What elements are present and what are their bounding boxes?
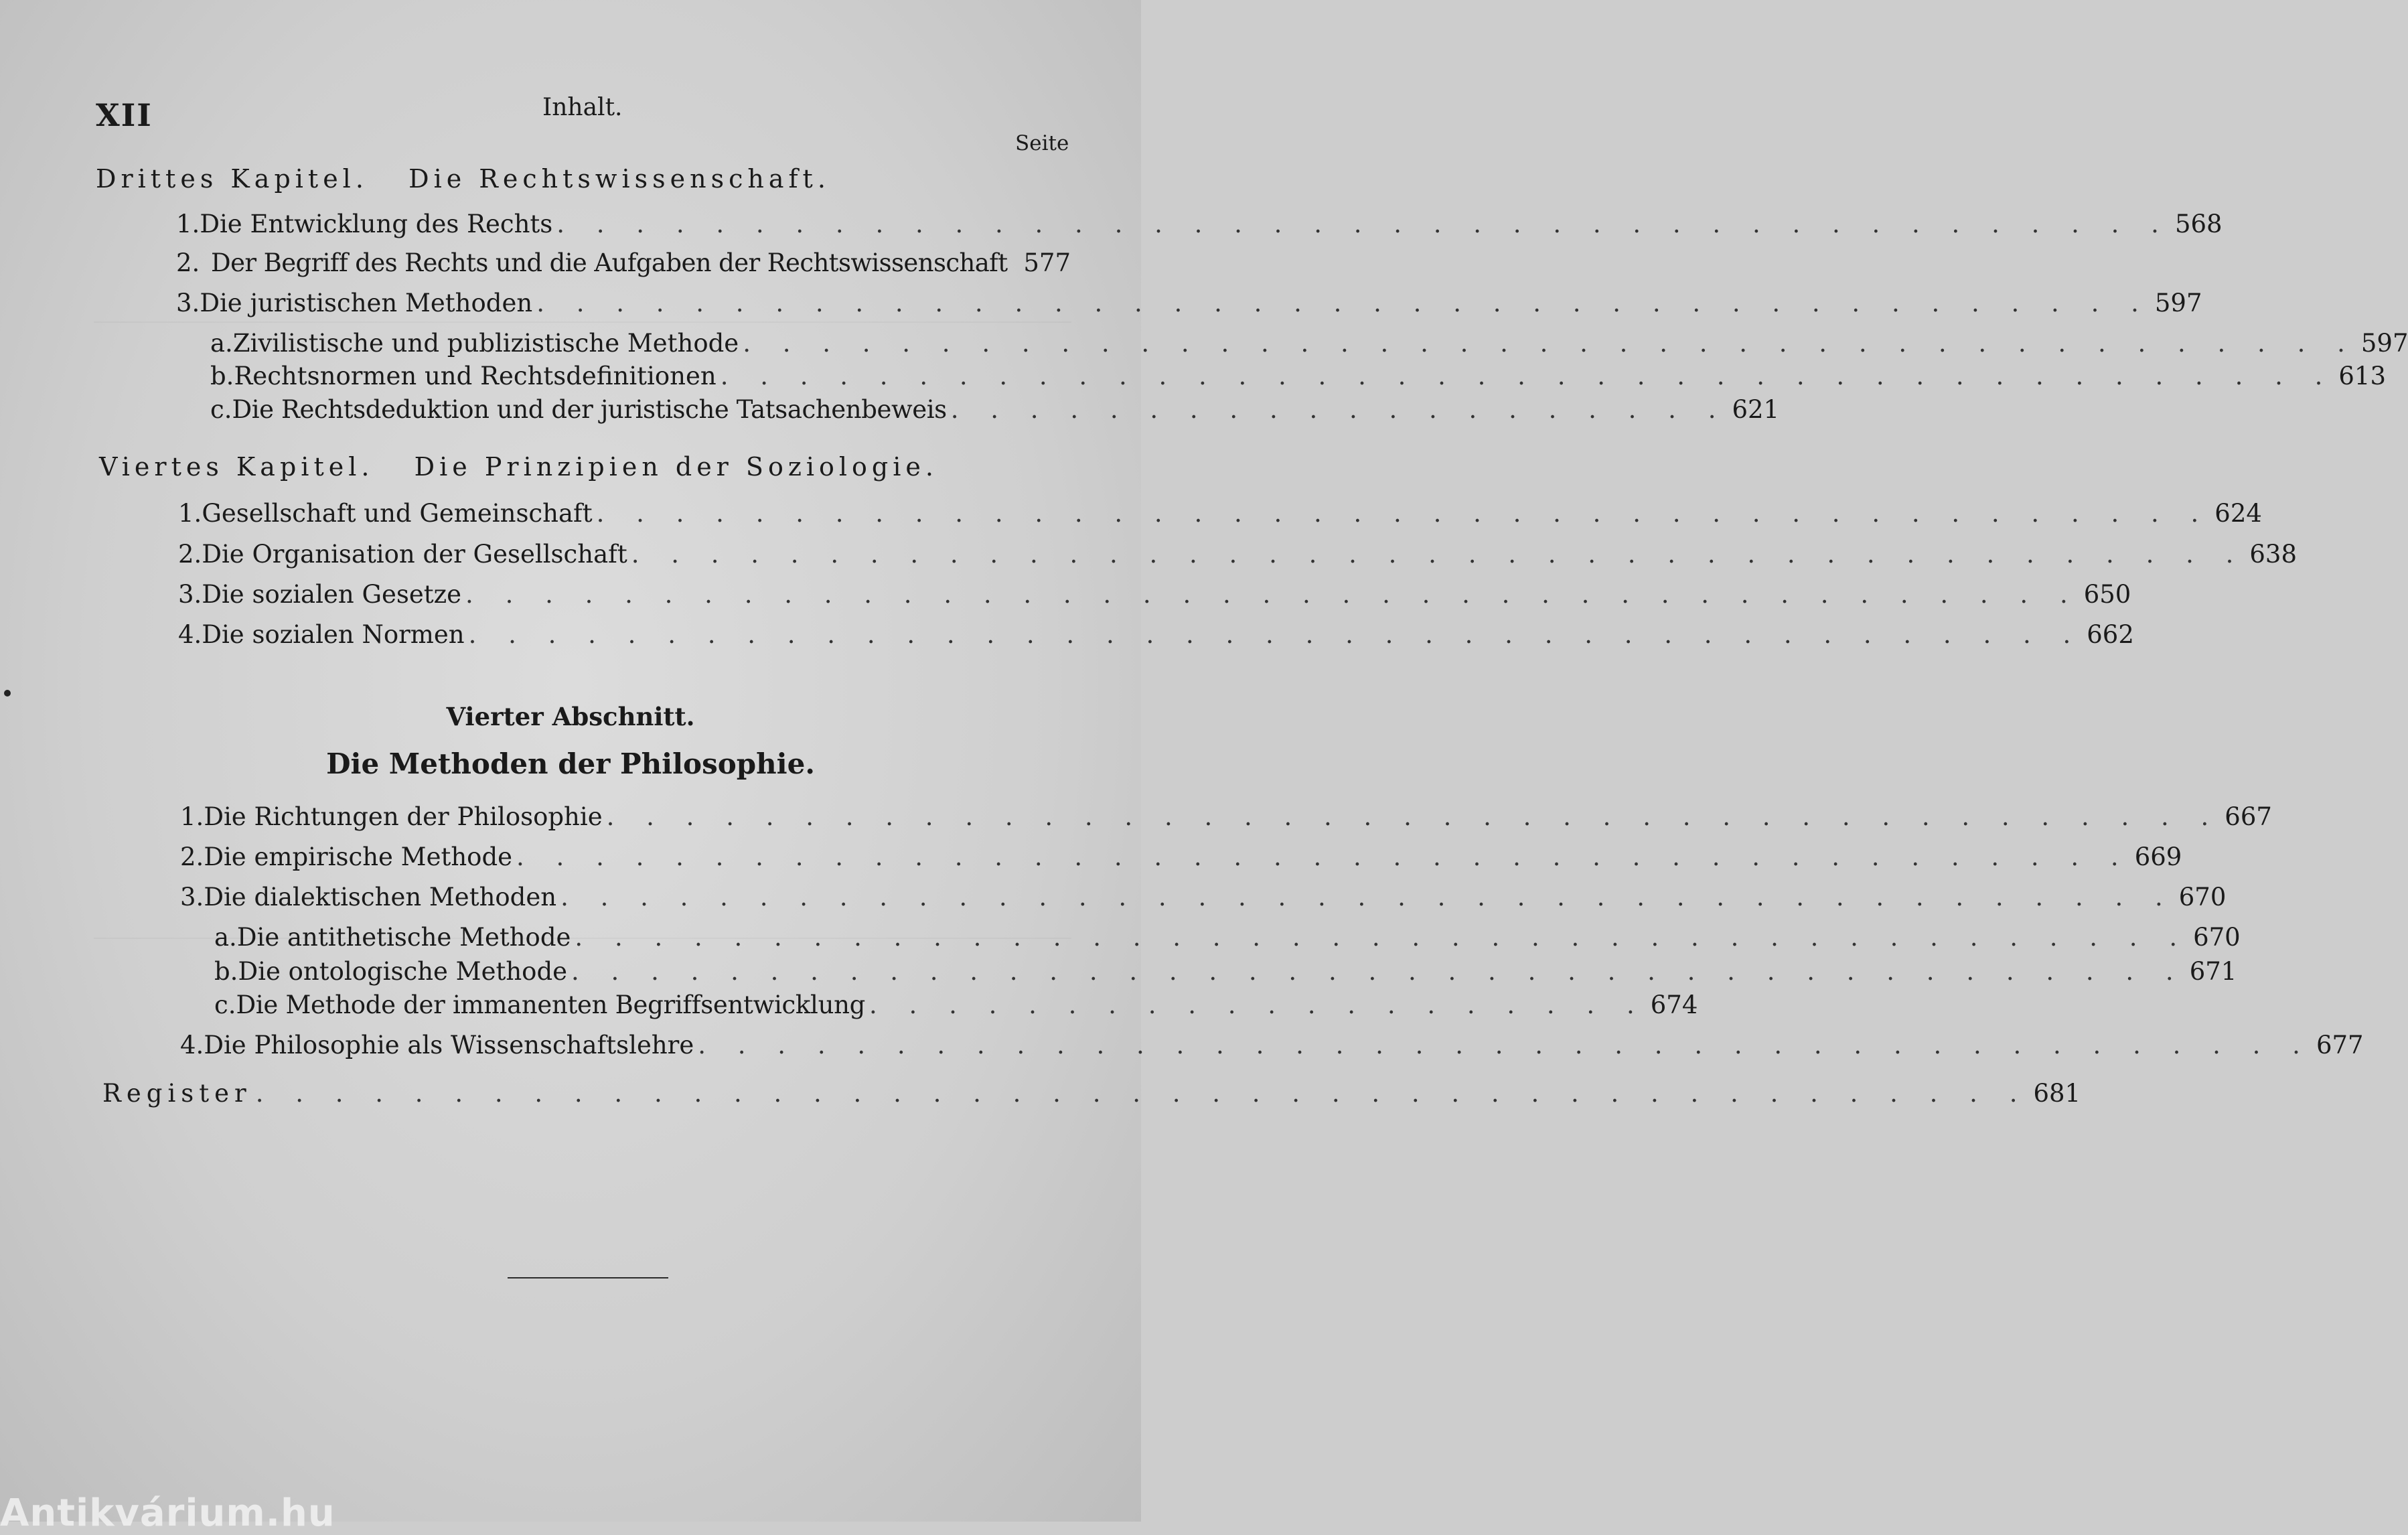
entry-title: Die Rechtsdeduktion und der juristische Tatsachenbeweis	[232, 395, 947, 424]
leader-dots: . . . . . . . . . . . . . . . . . . . . . . . . . . . . . . . . . . . . . . . . .	[468, 620, 2083, 649]
register-entry[interactable]	[102, 1079, 2081, 1108]
toc-entry[interactable]	[180, 843, 2182, 871]
toc-subentry[interactable]	[210, 395, 1780, 424]
entry-title: Die Philosophie als Wissenschaftslehre	[204, 1031, 694, 1059]
chapter-heading	[96, 164, 830, 194]
entry-number: 2.	[180, 843, 204, 871]
toc-entry[interactable]	[178, 580, 2131, 609]
entry-title: Zivilistische und publizistische Methode	[232, 329, 739, 358]
leader-dots: . . . . . . . . . . . . . . . . . . . . . . . . . . . . . . . . . . . . . . . . .	[556, 210, 2171, 238]
watermark: Antikvárium.hu	[0, 1491, 335, 1535]
entry-page: 597	[2154, 289, 2202, 317]
leader-dots: . . . . . . . . . . . . . . . . . . . . . . . . . . . . . . . . . . . . . . . . .	[606, 802, 2221, 831]
closing-rule	[508, 1277, 668, 1278]
entry-page: 677	[2316, 1031, 2364, 1059]
page-folio: XII	[96, 97, 153, 133]
leader-dots: . . . . . . . . . . . . . . . . . . . . . . . . . . . . . . . . . . . . . . . . .	[516, 843, 2131, 871]
entry-page: 681	[2033, 1079, 2081, 1108]
entry-page: 613	[2338, 362, 2387, 390]
leader-dots: . . . . . . . . . . . . . . . . . . . . . . . . . . . . . . . . . . . . . . . . .	[720, 362, 2335, 390]
entry-title: Die Richtungen der Philosophie	[204, 802, 603, 831]
running-title: Inhalt.	[542, 94, 623, 121]
entry-page: 662	[2087, 620, 2134, 649]
entry-number: 2.	[176, 248, 200, 277]
toc-entry[interactable]	[178, 540, 2298, 569]
ink-speck	[4, 690, 11, 697]
toc-subentry[interactable]	[214, 957, 2237, 986]
leader-dots: . . . . . . . . . . . . . . . . . . . . . . . . . . . . . . . . . . . . . . . . .	[560, 883, 2175, 911]
entry-title: Die sozialen Gesetze	[202, 580, 462, 609]
toc-subentry[interactable]	[214, 923, 2241, 952]
entry-page: 670	[2178, 883, 2227, 911]
toc-entry[interactable]	[178, 620, 2134, 649]
entry-title: Der Begriff des Rechts und die Aufgaben der Rechtswissenschaft	[211, 248, 1008, 277]
entry-number: 4.	[180, 1031, 204, 1059]
toc-entry[interactable]	[176, 289, 2202, 317]
entry-number: 3.	[180, 883, 204, 911]
entry-letter: c.	[210, 395, 232, 424]
register-title: Register	[102, 1079, 252, 1108]
bleed-through-line	[94, 321, 1071, 323]
entry-page: 669	[2134, 843, 2182, 871]
entry-letter: b.	[210, 362, 234, 390]
entry-number: 1.	[176, 210, 200, 238]
entry-page: 667	[2225, 802, 2272, 831]
toc-entry[interactable]	[176, 248, 1071, 277]
leader-dots: . . . . . . . . . . . . . . . . . . . .	[869, 991, 1647, 1019]
entry-letter: c.	[214, 991, 236, 1019]
leader-dots: . . . . . . . . . . . . . . . . . . . . . . . . . . . . . . . . . . . . . . . . .	[631, 540, 2246, 569]
toc-entry[interactable]	[180, 802, 2272, 831]
entry-title: Die antithetische Methode	[236, 923, 571, 952]
leader-dots: . . . . . . . . . . . . . . . . . . . . . . . . . . . . . . . . . . . . . . . . .	[596, 499, 2211, 528]
leader-dots: . . . . . . . . . . . . . . . . . . . . . . . . . . . . . . . . . . . . . . . . .	[698, 1031, 2312, 1059]
leader-dots: . . . . . . . . . . . . . . . . . . . . . . . . . . . . . . . . . . . . . . . . .	[575, 923, 2190, 952]
leader-dots: . . . . . . . . . . . . . . . . . . . .	[950, 395, 1728, 424]
chapter-label: Drittes Kapitel.	[96, 164, 368, 194]
entry-title: Gesellschaft und Gemeinschaft	[202, 499, 593, 528]
toc-entry[interactable]	[176, 210, 2223, 238]
entry-title: Die sozialen Normen	[202, 620, 465, 649]
page-column-label: Seite	[1015, 131, 1069, 155]
entry-page: 638	[2249, 540, 2298, 569]
entry-title: Die Entwicklung des Rechts	[200, 210, 553, 238]
entry-page: 650	[2083, 580, 2131, 609]
leader-dots: . . . . . . . . . . . . . . . . . . . . . . . . . . . . . . . . . . . . . . . . .	[465, 580, 2080, 609]
chapter-label: Viertes Kapitel.	[99, 452, 374, 482]
entry-number: 3.	[176, 289, 200, 317]
entry-letter: a.	[210, 329, 233, 358]
entry-page: 670	[2193, 923, 2241, 952]
entry-page: 674	[1650, 991, 1698, 1019]
section-title: Die Methoden der Philosophie.	[326, 747, 815, 780]
entry-title: Die juristischen Methoden	[200, 289, 533, 317]
entry-title: Die empirische Methode	[204, 843, 513, 871]
entry-page: 597	[2360, 329, 2408, 358]
entry-page: 624	[2214, 499, 2262, 528]
entry-number: 3.	[178, 580, 202, 609]
chapter-heading	[99, 452, 938, 482]
entry-number: 2.	[178, 540, 202, 569]
leader-dots: . . . . . . . . . . . . . . . . . . . . . . . . . . . . . . . . . . . . . . . . . . . . .	[255, 1079, 2030, 1108]
entry-number: 1.	[180, 802, 204, 831]
toc-entry[interactable]	[180, 1031, 2364, 1059]
leader-dots: . . . . . . . . . . . . . . . . . . . . . . . . . . . . . . . . . . . . . . . . .	[536, 289, 2151, 317]
toc-subentry[interactable]	[214, 991, 1698, 1019]
toc-subentry[interactable]	[210, 329, 2408, 358]
entry-number: 1.	[178, 499, 202, 528]
chapter-subject: Die Rechtswissenschaft.	[408, 164, 830, 194]
entry-letter: a.	[214, 923, 237, 952]
toc-subentry[interactable]	[210, 362, 2387, 390]
entry-title: Die ontologische Methode	[238, 957, 568, 986]
entry-page: 621	[1732, 395, 1780, 424]
entry-page: 568	[2174, 210, 2223, 238]
entry-letter: b.	[214, 957, 238, 986]
toc-entry[interactable]	[178, 499, 2262, 528]
chapter-subject: Die Prinzipien der Soziologie.	[414, 452, 938, 482]
entry-title: Die Methode der immanenten Begriffsentwicklung	[236, 991, 866, 1019]
leader-dots: . . . . . . . . . . . . . . . . . . . . . . . . . . . . . . . . . . . . . . . . .	[571, 957, 2186, 986]
entry-title: Die Organisation der Gesellschaft	[202, 540, 627, 569]
entry-title: Rechtsnormen und Rechtsdefinitionen	[234, 362, 717, 390]
entry-page: 577	[1023, 248, 1071, 277]
entry-title: Die dialektischen Methoden	[204, 883, 557, 911]
entry-page: 671	[2189, 957, 2237, 986]
entry-number: 4.	[178, 620, 202, 649]
toc-entry[interactable]	[180, 883, 2227, 911]
section-label: Vierter Abschnitt.	[446, 702, 695, 731]
leader-dots: . . . . . . . . . . . . . . . . . . . . . . . . . . . . . . . . . . . . . . . . .	[743, 329, 2357, 358]
